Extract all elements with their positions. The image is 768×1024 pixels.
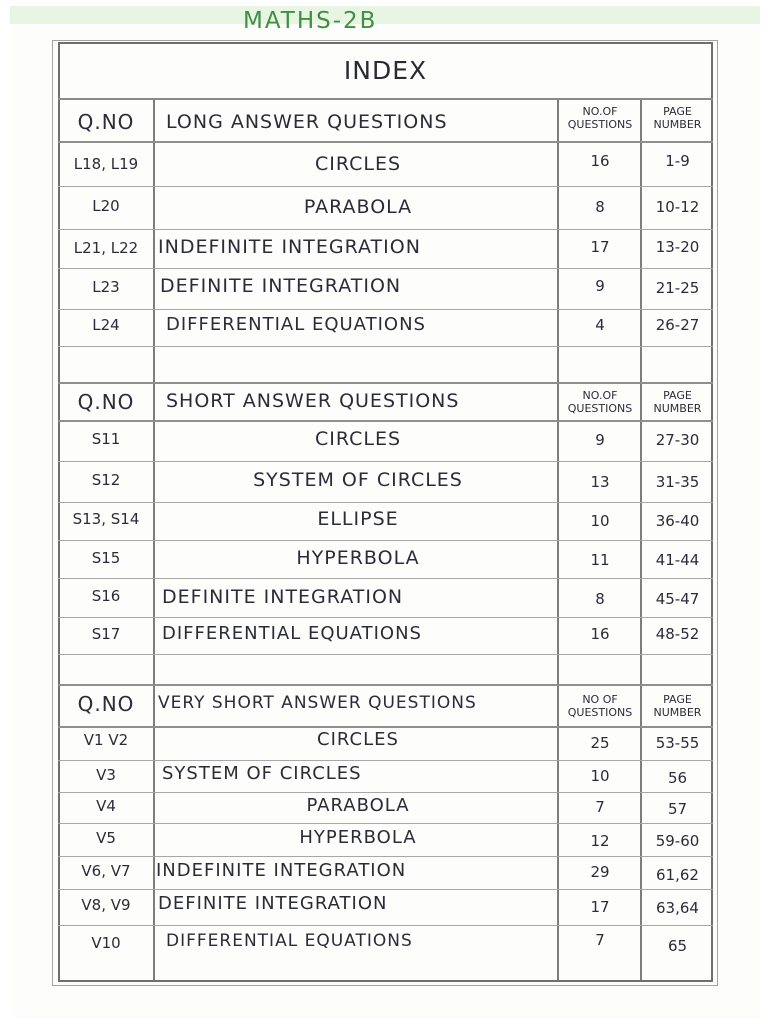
row-line [58, 792, 713, 793]
section-header-qno: Q.NO [77, 110, 135, 134]
row-count: 9 [595, 277, 605, 295]
row-pages: 48-52 [655, 625, 700, 643]
row-count: 17 [590, 898, 610, 916]
row-line [58, 617, 713, 618]
row-topic: DEFINITE INTEGRATION [162, 586, 404, 608]
row-line [58, 382, 713, 384]
row-count: 29 [590, 863, 610, 881]
row-count: 7 [595, 931, 605, 949]
section-header-title: SHORT ANSWER QUESTIONS [166, 390, 460, 412]
row-line [58, 346, 713, 347]
row-count: 4 [595, 316, 605, 334]
row-line [58, 654, 713, 655]
row-qno: S11 [91, 430, 121, 448]
row-line [58, 578, 713, 579]
row-topic: SYSTEM OF CIRCLES [162, 763, 362, 784]
row-pages: 26-27 [655, 316, 700, 334]
row-pages: 65 [667, 937, 688, 955]
row-qno: V4 [96, 797, 116, 815]
row-pages: 59-60 [655, 832, 700, 850]
row-qno: L18, L19 [73, 155, 139, 173]
row-qno: S15 [91, 549, 121, 567]
row-qno: S12 [91, 471, 121, 489]
row-line [58, 268, 713, 269]
row-topic: INDEFINITE INTEGRATION [156, 860, 407, 881]
section-header-qno: Q.NO [77, 692, 135, 716]
row-pages: 27-30 [655, 431, 700, 449]
row-pages: 1-9 [665, 152, 690, 170]
row-pages: 53-55 [655, 734, 700, 752]
page-heading: MATHS-2B [243, 8, 378, 34]
section-header-title: VERY SHORT ANSWER QUESTIONS [158, 693, 477, 713]
row-pages: 13-20 [655, 238, 700, 256]
row-count: 8 [595, 590, 605, 608]
row-qno: L20 [92, 197, 120, 215]
row-topic: HYPERBOLA [296, 547, 420, 569]
row-pages: 56 [667, 769, 688, 787]
row-topic: CIRCLES [314, 153, 402, 175]
row-qno: L24 [92, 316, 120, 334]
row-topic: DEFINITE INTEGRATION [158, 893, 388, 914]
row-count: 17 [590, 238, 610, 256]
row-line [58, 540, 713, 541]
row-pages: 61,62 [656, 866, 699, 884]
row-qno: V10 [91, 934, 121, 952]
row-pages: 31-35 [655, 473, 700, 491]
row-topic: INDEFINITE INTEGRATION [158, 236, 421, 258]
row-count: 9 [595, 431, 605, 449]
row-topic: PARABOLA [303, 196, 413, 218]
row-line [58, 889, 713, 890]
row-count: 12 [590, 832, 610, 850]
title-row [58, 42, 713, 100]
index-title: INDEX [343, 56, 428, 85]
row-count: 10 [590, 767, 610, 785]
row-count: 10 [590, 512, 610, 530]
row-count: 8 [595, 198, 605, 216]
row-topic: CIRCLES [317, 729, 399, 750]
row-qno: V3 [96, 766, 116, 784]
row-pages: 63,64 [656, 899, 699, 917]
row-count: 11 [590, 551, 610, 569]
section-header-count: NO OF QUESTIONS [567, 693, 633, 719]
row-topic: HYPERBOLA [299, 827, 417, 848]
row-count: 16 [590, 625, 610, 643]
row-topic: CIRCLES [314, 428, 402, 450]
section-header-count: NO.OF QUESTIONS [567, 105, 633, 131]
row-topic: DEFINITE INTEGRATION [160, 275, 402, 297]
row-topic: DIFFERENTIAL EQUATIONS [162, 623, 422, 644]
row-line [58, 420, 713, 422]
row-qno: V6, V7 [81, 862, 131, 880]
row-line [58, 461, 713, 462]
row-count: 7 [595, 798, 605, 816]
row-qno: L23 [92, 278, 120, 296]
row-line [58, 141, 713, 143]
section-header-page: PAGE NUMBER [653, 389, 702, 415]
row-pages: 45-47 [655, 590, 700, 608]
row-qno: S13, S14 [72, 510, 140, 528]
row-line [58, 186, 713, 187]
row-topic: DIFFERENTIAL EQUATIONS [166, 931, 413, 951]
row-qno: S17 [91, 625, 121, 643]
row-pages: 10-12 [655, 198, 700, 216]
row-line [58, 502, 713, 503]
section-header-qno: Q.NO [77, 390, 135, 414]
section-header-count: NO.OF QUESTIONS [567, 389, 633, 415]
row-topic: SYSTEM OF CIRCLES [253, 469, 463, 491]
row-topic: PARABOLA [306, 795, 410, 816]
row-line [58, 823, 713, 824]
row-pages: 36-40 [655, 512, 700, 530]
section-header-page: PAGE NUMBER [653, 693, 702, 719]
row-qno: V1 V2 [83, 731, 129, 749]
row-qno: V5 [96, 829, 116, 847]
row-pages: 21-25 [655, 279, 700, 297]
row-topic: ELLIPSE [317, 508, 399, 530]
row-count: 25 [590, 734, 610, 752]
row-qno: S16 [91, 587, 121, 605]
section-header-page: PAGE NUMBER [653, 105, 702, 131]
row-qno: V8, V9 [81, 896, 131, 914]
row-qno: L21, L22 [73, 239, 139, 257]
row-line [58, 856, 713, 857]
row-pages: 41-44 [655, 551, 700, 569]
row-pages: 57 [667, 800, 688, 818]
row-topic: DIFFERENTIAL EQUATIONS [166, 314, 426, 335]
row-count: 16 [590, 152, 610, 170]
row-line [58, 309, 713, 310]
row-line [58, 684, 713, 686]
row-line [58, 229, 713, 230]
paper-top-strip [10, 6, 760, 24]
section-header-title: LONG ANSWER QUESTIONS [166, 111, 448, 133]
row-line [58, 760, 713, 761]
row-line [58, 726, 713, 728]
row-line [58, 925, 713, 926]
row-count: 13 [590, 473, 610, 491]
